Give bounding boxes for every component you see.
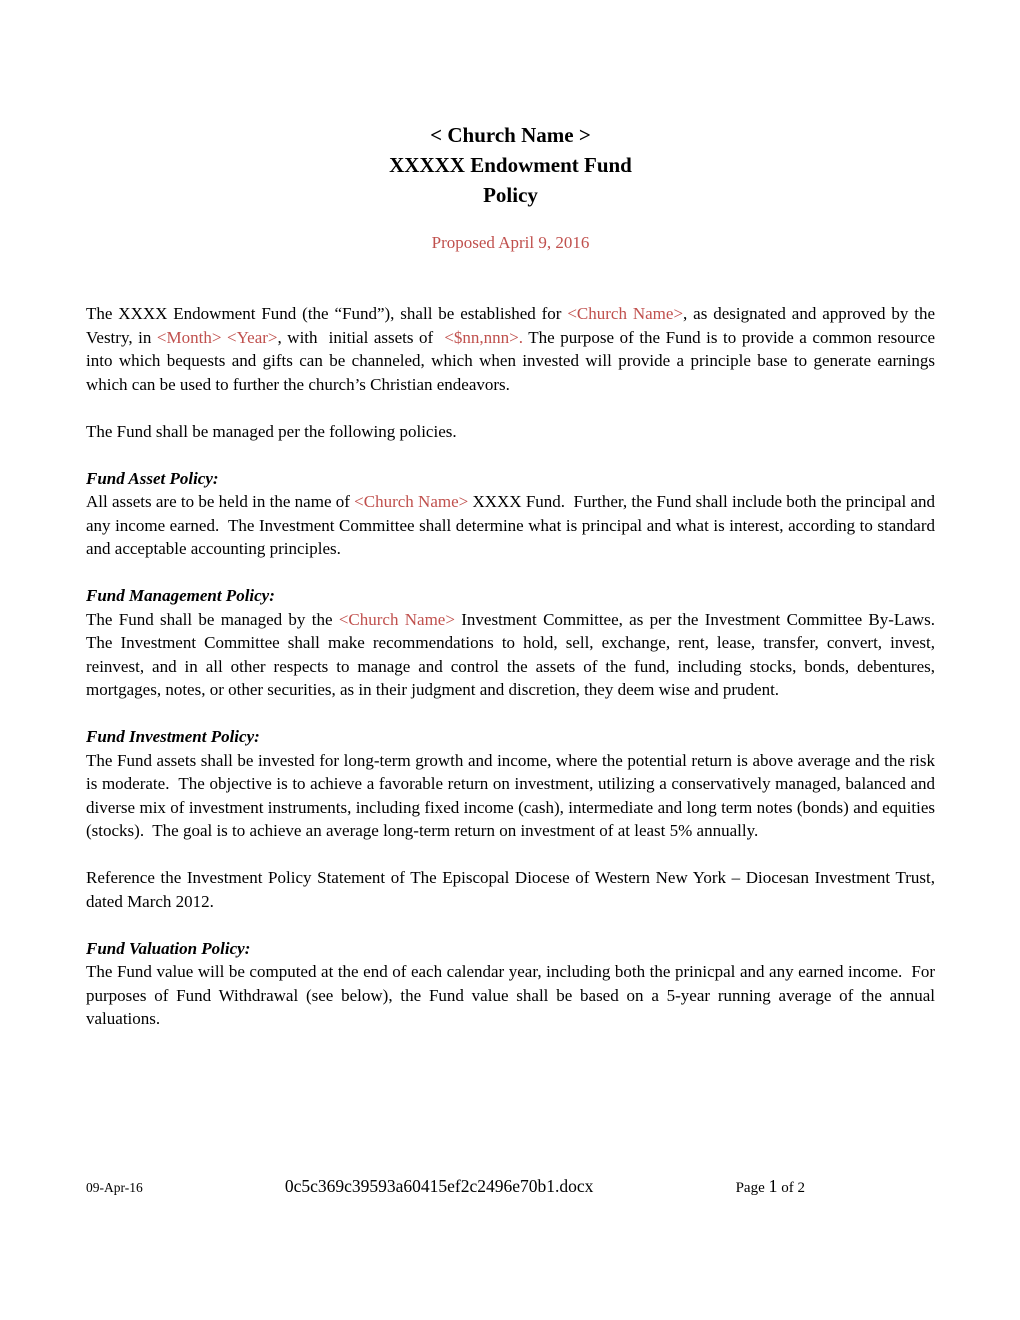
text-segment: , as designated and approved by the Vestry, in: [86, 304, 939, 347]
church-name-placeholder: <Church Name>: [338, 609, 455, 629]
management-policy-paragraph: [86, 608, 944, 702]
text-segment: The purpose of the Fund is to provide a common resource into which bequests and gifts can be channeled, which when invested will provide a principle base to generate earnings which can be used to further the church’s Christian endeavors.: [86, 327, 940, 394]
text-segment: XXXX Fund. Further, the Fund shall include both the principal and any income earned. The Investment Committee shall determine what is principal and what is interest, according to standard and acceptable accounting principles.: [86, 492, 940, 558]
church-name-title: < Church Name >: [430, 123, 591, 147]
endowment-fund-title: XXXXX Endowment Fund: [389, 153, 632, 177]
investment-policy-paragraph: The Fund assets shall be invested for long-term growth and income, where the potential return is above average and the risk is moderate. The objective is to achieve a favorable return on investment, utilizing a conservatively managed, balanced and diverse mix of investment instruments, including fixed income (cash), intermediate and long term notes (bonds) and equities (stocks). The goal is to achieve an average long-term return on investment of at least 5% annually.: [86, 750, 940, 840]
investment-policy-heading: Fund Investment Policy:: [86, 727, 260, 746]
footer-page-of: of 2: [777, 1180, 805, 1196]
footer-filename: 0c5c369c39593a60415ef2c2496e70b1.docx: [284, 1176, 594, 1196]
page-footer: [86, 1176, 805, 1197]
valuation-policy-paragraph: The Fund value will be computed at the end of each calendar year, including both the prinicpal and any earned income. For purposes of Fund Withdrawal (see below), the Fund value shall be based on a 5-year running average of the annual valuations.: [86, 962, 940, 1028]
management-policy-heading: Fund Management Policy:: [86, 586, 275, 605]
church-name-placeholder: <Church Name>: [354, 492, 469, 511]
reference-paragraph: Reference the Investment Policy Statement of The Episcopal Diocese of Western New York – Diocesan Investment Trust, dated March 2012.: [86, 868, 940, 911]
text-segment: , with initial assets of: [277, 327, 445, 347]
footer-page-number: 1: [768, 1176, 778, 1196]
intro-paragraph: [86, 302, 940, 396]
policy-title: Policy: [483, 183, 538, 207]
text-segment: Investment Committee, as per the Investment Committee By-Laws. The Investment Committee shall make recommendations to hold, sell, exchange, rent, lease, transfer, convert, invest, reinvest, and in all other respects to manage and control the assets of the fund, including stocks, bonds, debentures, mortgages, notes, or other securities, as in their judgment and discretion, they deem wise and prudent.: [86, 609, 944, 699]
title-block: [86, 120, 935, 258]
proposed-date: Proposed April 9, 2016: [431, 233, 590, 252]
footer-page-word: Page: [735, 1180, 769, 1196]
footer-date: 09-Apr-16: [86, 1180, 143, 1195]
document-body: [86, 302, 944, 1031]
asset-policy-heading: Fund Asset Policy:: [86, 468, 219, 488]
text-segment: The XXXX Endowment Fund (the “Fund”), shall be established for: [86, 304, 568, 323]
footer-page-indicator: [736, 1176, 805, 1197]
managed-note-paragraph: The Fund shall be managed per the following policies.: [86, 421, 457, 441]
church-name-placeholder: <Church Name>: [567, 304, 684, 323]
valuation-policy-heading: Fund Valuation Policy:: [86, 938, 251, 958]
text-segment: All assets are to be held in the name of: [86, 492, 355, 511]
text-segment: The Fund shall be managed by the: [86, 609, 339, 629]
month-year-placeholder: <Month> <Year>: [156, 327, 278, 347]
amount-placeholder: <$nn,nnn>.: [444, 327, 524, 347]
asset-policy-paragraph: [86, 490, 940, 561]
